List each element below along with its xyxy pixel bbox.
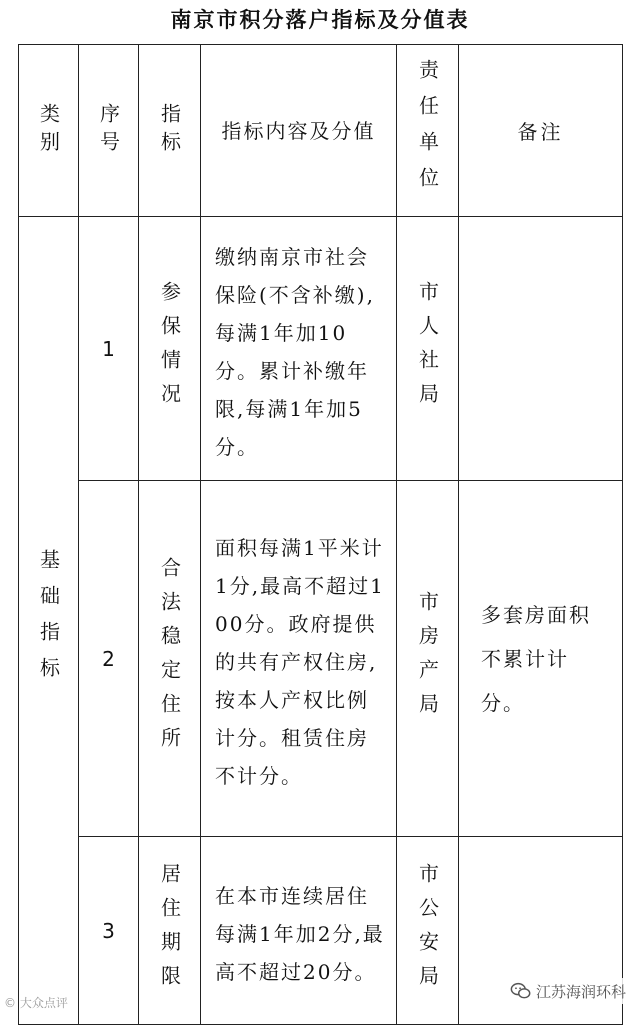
table-row	[19, 217, 623, 481]
remark-cell	[459, 481, 623, 837]
indicator-label: 参保情况	[157, 280, 182, 417]
remark-text: 多套房面积不累计计分。	[481, 602, 591, 715]
content-text: 缴纳南京市社会保险(不含补缴),每满1年加10分。累计补缴年限,每满1年加5分。	[215, 244, 375, 459]
unit-cell	[397, 481, 459, 837]
unit-label: 市房产局	[415, 590, 440, 727]
header-row	[19, 45, 623, 217]
header-unit: 责任单位	[415, 58, 440, 203]
indicator-cell	[139, 217, 201, 481]
header-category-cell	[19, 45, 79, 217]
content-cell	[201, 217, 397, 481]
header-serial: 序号	[96, 102, 121, 159]
header-serial-cell	[79, 45, 139, 217]
table-row	[19, 481, 623, 837]
remark-cell	[459, 217, 623, 481]
header-remark: 备注	[517, 120, 564, 144]
category-label: 基础指标	[36, 548, 61, 693]
content-cell	[201, 481, 397, 837]
header-content: 指标内容及分值	[221, 118, 376, 143]
watermark-right	[506, 978, 630, 1004]
unit-cell	[397, 217, 459, 481]
header-indicator-cell	[139, 45, 201, 217]
header-unit-cell	[397, 45, 459, 217]
content-text: 面积每满1平米计1分,最高不超过100分。政府提供的共有产权住房,按本人产权比例计分。租赁住房不计分。	[215, 535, 385, 788]
header-content-cell	[201, 45, 397, 217]
indicator-label: 合法稳定住所	[157, 556, 182, 761]
watermark-left: © 大众点评	[4, 996, 68, 1010]
content-text: 在本市连续居住每满1年加2分,最高不超过20分。	[215, 883, 385, 984]
content-cell	[201, 837, 397, 1025]
serial-cell: 2	[79, 481, 139, 837]
serial-cell: 3	[79, 837, 139, 1025]
header-remark-cell	[459, 45, 623, 217]
unit-label: 市人社局	[415, 280, 440, 417]
serial-cell: 1	[79, 217, 139, 481]
indicator-cell	[139, 481, 201, 837]
unit-cell	[397, 837, 459, 1025]
header-category: 类别	[36, 102, 61, 159]
category-cell	[19, 217, 79, 1025]
page-title: 南京市积分落户指标及分值表	[170, 7, 470, 32]
unit-label: 市公安局	[415, 862, 440, 999]
header-indicator: 指标	[157, 102, 182, 159]
indicator-cell	[139, 837, 201, 1025]
watermark-right-text: 江苏海润环科	[535, 982, 626, 1001]
wechat-icon	[510, 980, 532, 1002]
indicator-label: 居住期限	[157, 862, 182, 999]
indicator-table	[18, 44, 623, 1025]
